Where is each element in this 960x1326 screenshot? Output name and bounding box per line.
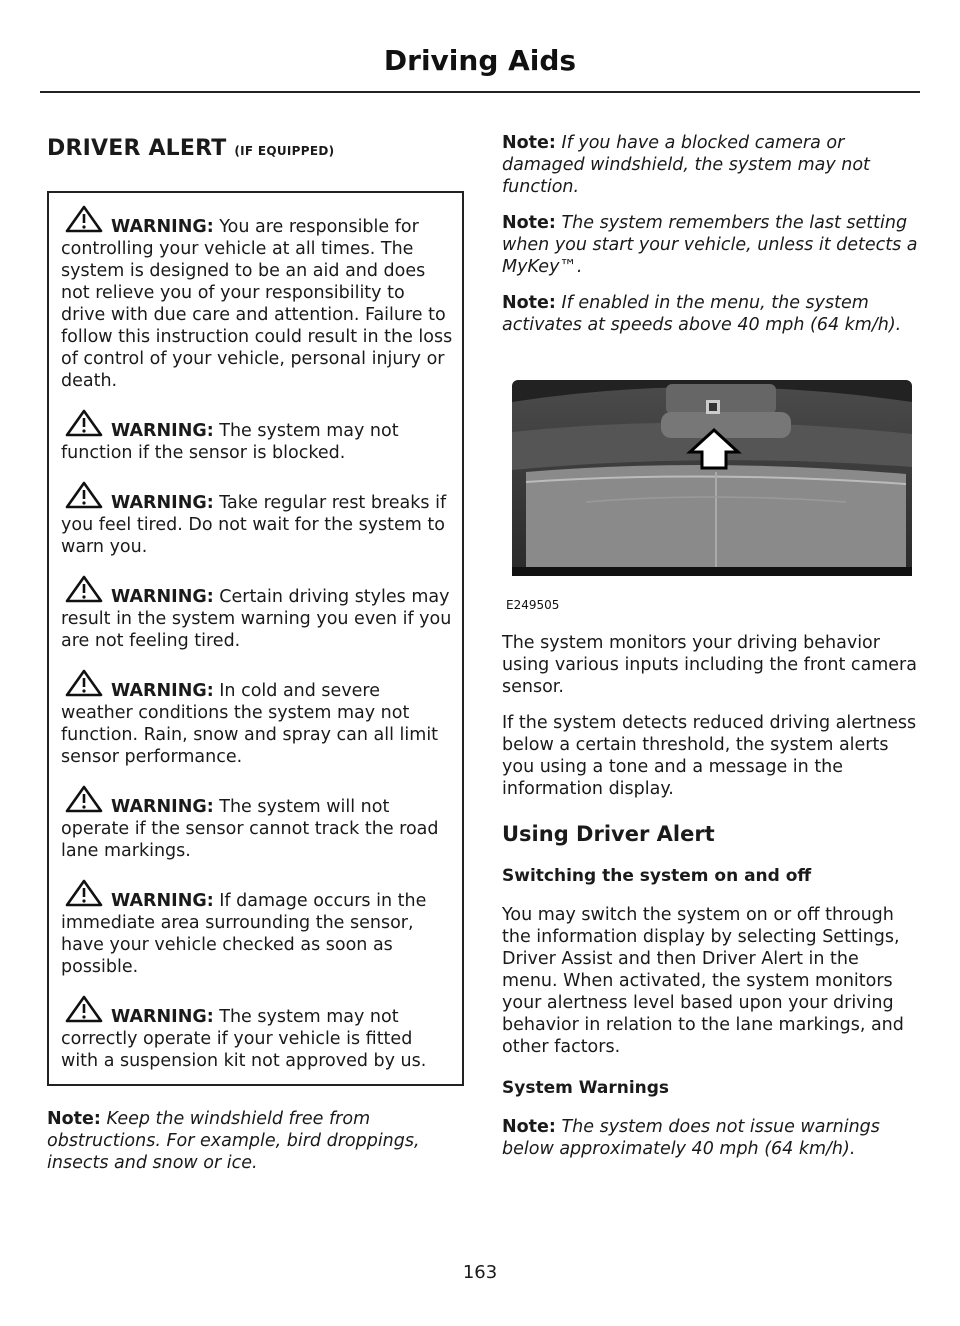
note-windshield: Note: Keep the windshield free from obstructions. For example, bird droppings, insects and snow or ice. — [47, 1109, 420, 1173]
note-no-warnings-below-speed: Note: The system does not issue warnings below approximately 40 mph (64 km/h). — [502, 1117, 880, 1159]
heading-using-driver-alert: Using Driver Alert — [502, 822, 715, 846]
section-title-main: DRIVER ALERT — [47, 136, 227, 161]
warning-triangle-icon — [65, 669, 105, 699]
warning-triangle-icon — [65, 205, 105, 235]
note-activation-speed: Note: If enabled in the menu, the system activates at speeds above 40 mph (64 km/h). — [502, 293, 902, 335]
warning-triangle-icon — [65, 995, 105, 1025]
warning-8: WARNING: The system may not correctly operate if your vehicle is fitted with a suspension kit not approved by us. — [61, 995, 454, 1072]
warning-triangle-icon — [65, 481, 105, 511]
warning-5: WARNING: In cold and severe weather conditions the system may not function. Rain, snow and spray can all limit sensor performance. — [61, 669, 454, 768]
section-title — [47, 136, 460, 161]
heading-system-warnings: System Warnings — [502, 1078, 670, 1098]
warning-triangle-icon — [65, 409, 105, 439]
right-column — [502, 132, 918, 1174]
warning-triangle-icon — [65, 785, 105, 815]
figure-caption: E249505 — [506, 598, 560, 612]
warning-triangle-icon — [65, 575, 105, 605]
note-blocked-camera: Note: If you have a blocked camera or damaged windshield, the system may not function. — [502, 133, 870, 197]
page-header-title: Driving Aids — [383, 44, 577, 77]
section-title-suffix: (IF EQUIPPED) — [234, 144, 335, 158]
windshield-camera-illustration — [506, 362, 916, 577]
warning-7: WARNING: If damage occurs in the immediate area surrounding the sensor, have your vehicle checked as soon as possible. — [61, 879, 454, 978]
page-number: 163 — [462, 1262, 498, 1283]
note-remembers-setting: Note: The system remembers the last setting when you start your vehicle, unless it detects a MyKey™. — [502, 213, 918, 277]
warning-2: WARNING: The system may not function if the sensor is blocked. — [61, 409, 454, 464]
paragraph-switching: You may switch the system on or off through the information display by selecting Settings, Driver Assist and then Driver Alert in the menu. When activated, the system monitors your alertness level based upon your driving behavior in relation to the lane markings, and other factors. — [502, 905, 904, 1057]
rear-view-mirror — [661, 412, 791, 438]
warning-3: WARNING: Take regular rest breaks if you feel tired. Do not wait for the system to warn you. — [61, 481, 454, 558]
paragraph-alerts: If the system detects reduced driving alertness below a certain threshold, the system alerts you using a tone and a message in the information display. — [502, 713, 917, 799]
warning-4: WARNING: Certain driving styles may result in the system warning you even if you are not feeling tired. — [61, 575, 454, 652]
camera-housing — [666, 384, 776, 414]
left-column — [47, 136, 460, 1188]
warning-triangle-icon — [65, 879, 105, 909]
warning-1: WARNING: You are responsible for controlling your vehicle at all times. The system is designed to be an aid and does not relieve you of your responsibility to drive with due care and attention. Failure to follow this instruction could result in the loss of control of your vehicle, personal injury or death. — [61, 205, 454, 392]
heading-switching: Switching the system on and off — [502, 866, 812, 886]
warning-6: WARNING: The system will not operate if the sensor cannot track the road lane markings. — [61, 785, 454, 862]
warnings-box — [47, 191, 464, 1086]
paragraph-monitors: The system monitors your driving behavior using various inputs including the front camera sensor. — [502, 633, 917, 697]
camera-sensor-figure — [506, 362, 916, 612]
header-divider — [40, 91, 920, 93]
